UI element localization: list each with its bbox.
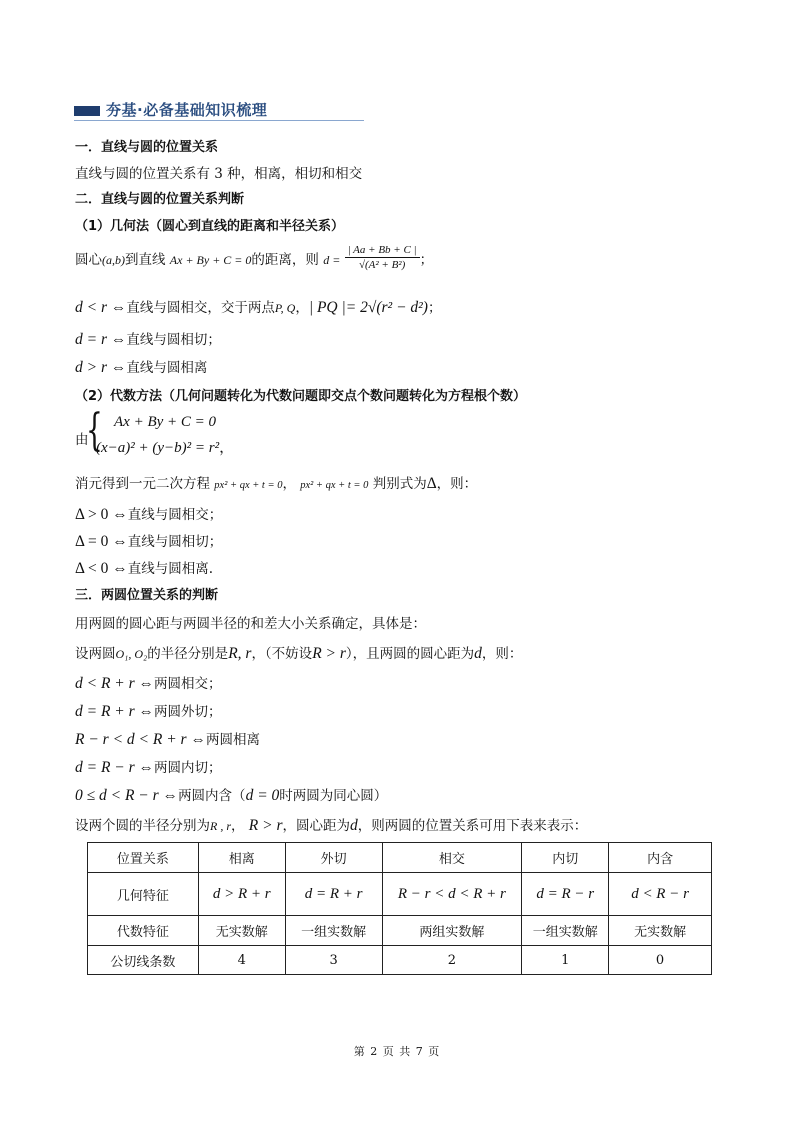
circles-external-tangent: d = R + r ⇔两圆外切； xyxy=(75,703,222,720)
circle-relation-table xyxy=(87,842,712,975)
table-cell: 一组实数解 xyxy=(522,916,609,946)
section3-title: 三．两圆位置关系的判断 xyxy=(75,588,219,603)
condition-intersect: d < r ⇔直线与圆相交，交于两点P, Q，| PQ |= 2√(r² − d²)； xyxy=(75,299,442,316)
table-intro: 设两个圆的半径分别为R , r， R > r，圆心距为d，则两圆的位置关系可用下表来表示： xyxy=(75,817,588,834)
circles-contained: 0 ≤ d < R − r ⇔两圆内含（d = 0时两圆为同心圆） xyxy=(75,787,388,804)
table-cell: d = R + r xyxy=(285,873,382,916)
method2-title: （2）代数方法（几何问题转化为代数问题即交点个数问题转化为方程根个数） xyxy=(75,389,527,404)
distance-fraction: $\frac{| Aa + Bb + C |}{\text{√(A² + B²)}}$ xyxy=(345,243,420,272)
table-cell: 2 xyxy=(382,946,522,975)
table-header-cell: 内切 xyxy=(522,843,609,873)
table-row xyxy=(88,843,712,873)
table-cell: 1 xyxy=(522,946,609,975)
table-cell: d < R − r xyxy=(609,873,712,916)
table-cell: 无实数解 xyxy=(198,916,285,946)
system-eq1: Ax + By + C = 0 xyxy=(114,414,217,430)
elimination-line: 消元得到一元二次方程 px² + qx + t = 0， px² + qx + t = 0 判别式为Δ，则： xyxy=(75,475,478,492)
table-cell: 3 xyxy=(285,946,382,975)
table-header-cell: 外切 xyxy=(285,843,382,873)
delta-negative: Δ < 0 ⇔直线与圆相离. xyxy=(75,560,214,577)
circles-separate: R − r < d < R + r ⇔两圆相离 xyxy=(75,731,260,748)
table-cell: 无实数解 xyxy=(609,916,712,946)
table-cell: 两组实数解 xyxy=(382,916,522,946)
section-header xyxy=(74,99,364,123)
circles-internal-tangent: d = R − r ⇔两圆内切； xyxy=(75,759,222,776)
left-brace-icon: { xyxy=(86,405,103,456)
table-row xyxy=(88,916,712,946)
delta-positive: Δ > 0 ⇔直线与圆相交； xyxy=(75,506,223,523)
header-bar-icon xyxy=(74,106,100,116)
table-header-cell: 内含 xyxy=(609,843,712,873)
table-row xyxy=(88,946,712,975)
table-cell: d > R + r xyxy=(198,873,285,916)
section3-intro: 用两圆的圆心距与两圆半径的和差大小关系确定，具体是： xyxy=(75,616,426,632)
table-cell: 一组实数解 xyxy=(285,916,382,946)
condition-separate: d > r ⇔直线与圆相离 xyxy=(75,359,208,376)
table-header-cell: 相交 xyxy=(382,843,522,873)
section1-title: 一．直线与圆的位置关系 xyxy=(75,140,219,155)
table-row xyxy=(88,873,712,916)
section2-title: 二．直线与圆的位置关系判断 xyxy=(75,192,245,207)
delta-zero: Δ = 0 ⇔直线与圆相切； xyxy=(75,533,223,550)
table-header-cell: 相离 xyxy=(198,843,285,873)
table-cell: 4 xyxy=(198,946,285,975)
table-cell: R − r < d < R + r xyxy=(382,873,522,916)
table-row-label: 公切线条数 xyxy=(88,946,199,975)
table-cell: 0 xyxy=(609,946,712,975)
table-cell: d = R − r xyxy=(522,873,609,916)
method1-title: （1）几何法（圆心到直线的距离和半径关系） xyxy=(75,219,345,234)
condition-tangent: d = r ⇔直线与圆相切； xyxy=(75,331,221,348)
page-footer: 第 2 页 共 7 页 xyxy=(353,1045,441,1058)
table-row-label: 几何特征 xyxy=(88,873,199,916)
system-prefix: 由 xyxy=(75,432,89,448)
header-underline xyxy=(74,120,364,121)
circles-intersect: d < R + r ⇔两圆相交； xyxy=(75,675,222,692)
section1-text: 直线与圆的位置关系有 3 种，相离，相切和相交 xyxy=(75,166,363,182)
table-row-label: 代数特征 xyxy=(88,916,199,946)
distance-formula-line: 圆心(a,b)到直线 Ax + By + C = 0的距离，则 d = $\frac{| Aa + Bb + C |}{\text{√(A² + B²)}}$ ； xyxy=(75,244,434,271)
system-eq2: (x−a)² + (y−b)² = r²， xyxy=(96,440,235,456)
table-header-cell: 位置关系 xyxy=(88,843,199,873)
two-circle-setup: 设两圆O₁, O₂的半径分别是R, r，（不妨设R > r），且两圆的圆心距为d，则： xyxy=(75,645,523,662)
header-title: 夯基·必备基础知识梳理 xyxy=(106,101,268,119)
